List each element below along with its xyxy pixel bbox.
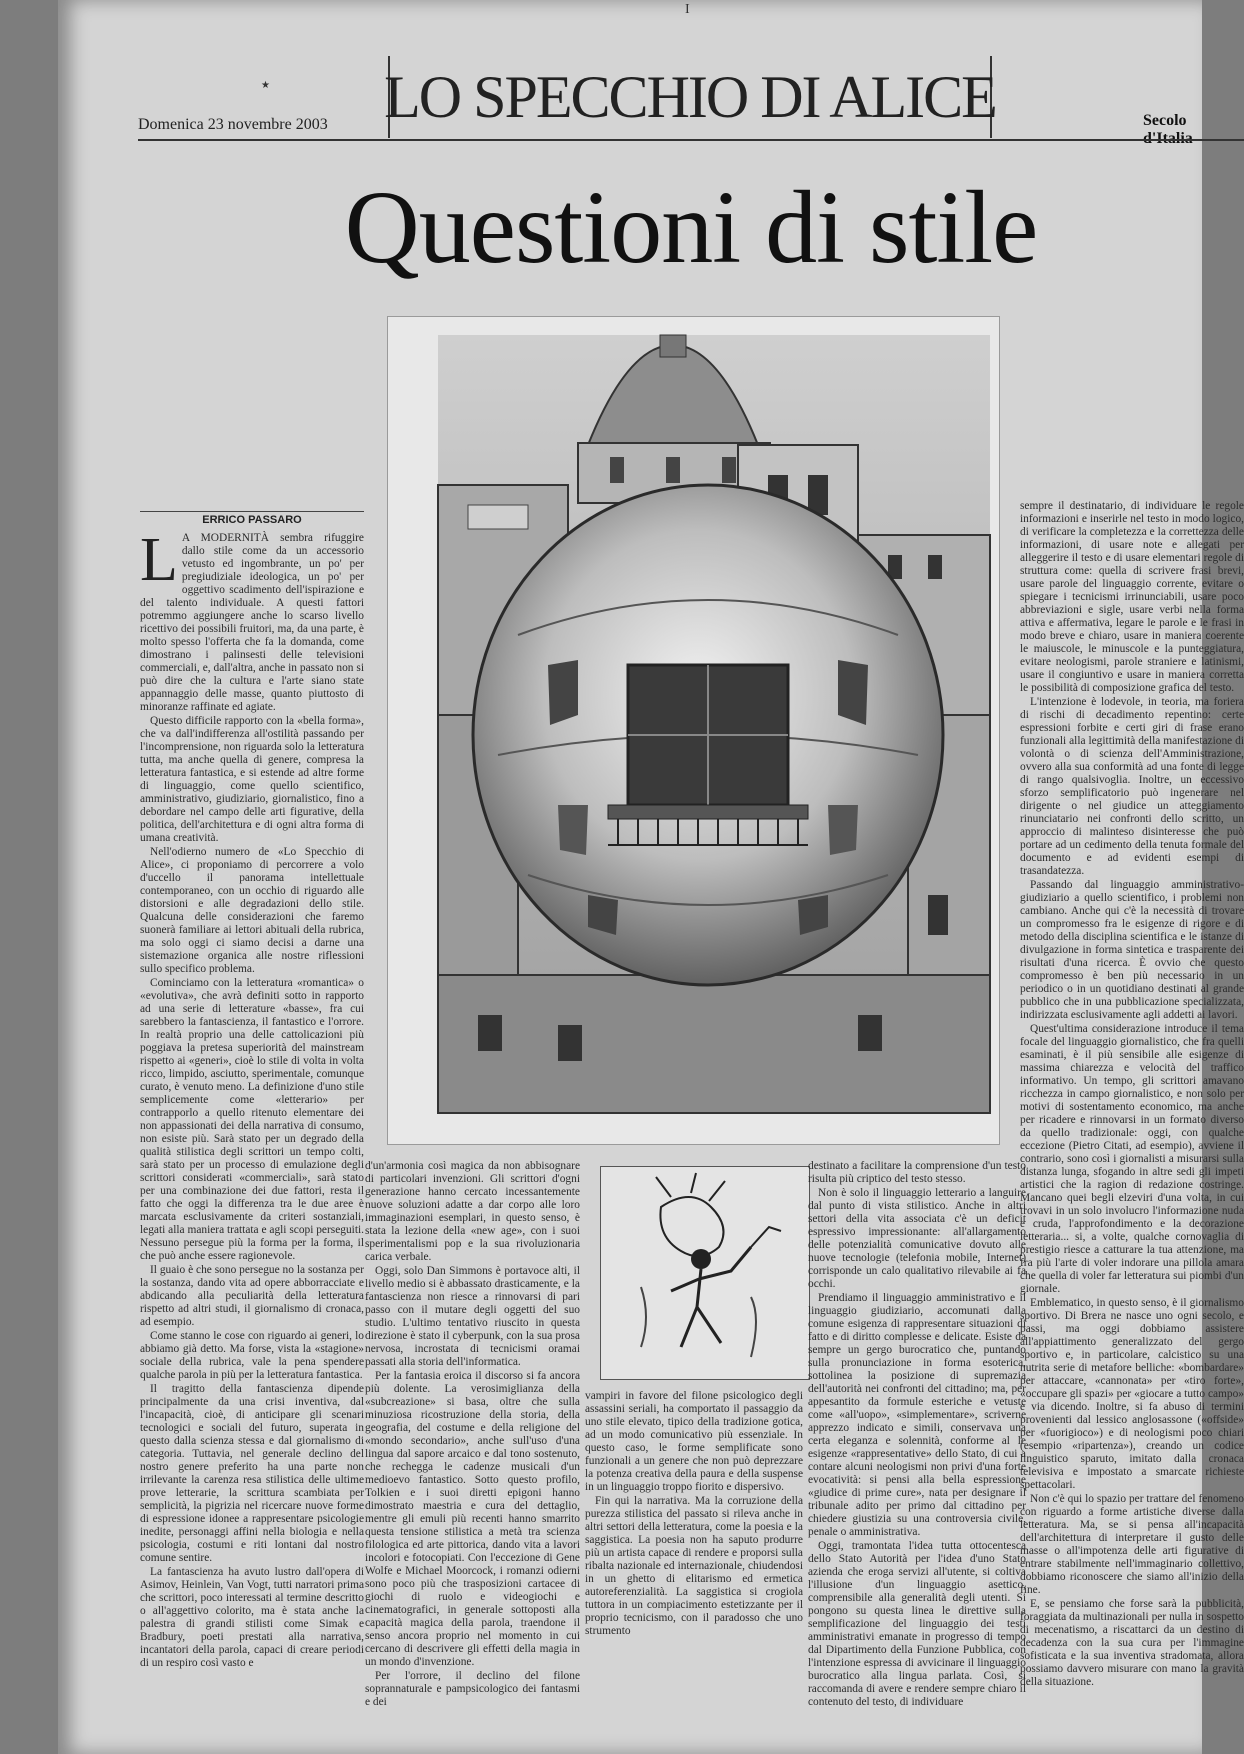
article-paragraph: Fin qui la narrativa. Ma la corruzione della purezza stilistica del passato si rileva anche in altri settori della letteratura, come la poesia e la saggistica. La poesia non ha saputo produrre più un artista capace di rendere e proporsi sulla ribalta nazionale ed internazionale, chiudendosi in un ghetto di elitarismo ed ermetica autoreferenzialità. La saggistica si crogiola tuttora in un compiacimento estetizzante per il proprio tecnicismo, con il paradosso che uno strumento (585, 1495, 803, 1637)
newspaper-page (58, 0, 1244, 1754)
masthead (384, 56, 996, 138)
article-paragraph: Questo difficile rapporto con la «bella forma», che va dall'indifferenza all'ostilità passando per l'incomprensione, non riguarda solo la letteratura tutta, ma anche quella di genere, compresa la letteratura fantastica, e si estende ad altre forme di linguaggio, come quello scientifico, amministrativo, giudiziario, giornalistico, fino a debordare nel campo delle arti figurative, della politica, dell'architettura e di ogni altra forma di umana creatività. (140, 715, 364, 844)
warrior-drawing (601, 1167, 809, 1379)
byline-rule (140, 511, 364, 512)
article-paragraph: destinato a facilitare la comprensione d'un testo risulta più criptico del testo stesso. (808, 1160, 1026, 1185)
article-column-2 (365, 1160, 580, 1748)
lead-caps: A MODERNITÀ (181, 532, 269, 544)
byline: ERRICO PASSARO (202, 514, 302, 526)
warrior-illustration (600, 1166, 810, 1380)
article-paragraph: Prendiamo il linguaggio amministrativo e il linguaggio giudiziario, accomunati dalla comune esigenza di rappresentare situazioni di fatto e di diritto complesse e delicate. Esiste da sempre un gergo burocratico che, puntando sulla pronunciazione in forma esoterica, sottolinea la posizione di supremazia dell'autorità nei confronti del cittadino; ma, per appesantito da formule esteriche e vetuste come «all'uopo», «simplementare», scriverne apprezzo indicato e simili, conservava una certa eleganza e solennità, conforme al le esigenze «rappresentative» dello Stato, di cui a contare alcuni neologismi non privi d'una forte evocatività: si pensi alla bella espressione «giudice di prime cure», nata per designare il tribunale adito per primo dal cittadino per chiedere giustizia su una controversia civile, penale o amministrativa. (808, 1292, 1026, 1538)
article-paragraph: Cominciamo con la letteratura «romantica» o «evolutiva», che avrà definiti sotto in rapporto ad una serie di letterature «basse», fra cui sarebbero la fantascienza, il fantastico e l'orrore. In realtà proprio una delle cattolicazioni più poggiava la pretesa superiorità del mainstream rispetto ai «generi», cioè lo stile di volta in volta ricco, limpido, asciutto, sperimentale, comunque curato, è venuto meno. La definizione d'uno stile semplicemente come «letterario» per contrapporlo a quello ritenuto elementare dei non appassionati dei della narrativa di consumo, non esiste più. Sarà stato per un degrado della qualità stilistica degli scrittori un tempo colti, sarà stato per un processo di emulazione degli scrittori considerati «commerciali», sarà stato per una combinazione dei due fattori, resta il fatto che oggi la differenza tra le due aree è marcata esclusivamente da criteri sostanziali, legati alla maniera trattata e agli scopi perseguiti. Nessuno persegue più la forma per la forma, il che può anche essere ragionevole. (140, 977, 364, 1262)
article-paragraph: Quest'ultima considerazione introduce il tema focale del linguaggio giornalistico, che fra quelli esaminati, è il più sensibile alle esigenze di massima chiarezza e velocità del traffico informativo. Un tempo, gli scrittori amavano ricchezza in campo giornalistico, e non solo per motivi di sostentamento economico, ma anche per ricadere e rinnovarsi in un formato diverso da quello tradizionale: oggi, con qualche eccezione (Pietro Citati, ad esempio), avviene il contrario, sono così i giornalisti a misurarsi sulla distanza lunga, sfogando in altre sedi gli impeti artistici che la ragion di redazione costringe. Mancano quei begli elzeviri d'una volta, in cui trovavi in un solo involucro l'informazione nuda e cruda, l'approfondimento e la decorazione letteraria... si, a volte, qualche cornovaglia di prestigio riesce a catturare la tua attenzione, ma fra più l'arte di voler indorare una pillola amara che quella di voler far letteratura sui piombi d'un giornale. (1020, 1023, 1244, 1295)
article-paragraph: Non c'è qui lo spazio per trattare del fenomeno con riguardo a forme artistiche diverse dalla letteratura. Ma, se si pensa all'incapacità dell'architettura di interpretare il gusto delle masse o all'impotenza delle arti figurative di entrare stabilmente nell'immaginario collettivo, dobbiamo riconoscere che siamo all'inizio della fine. (1020, 1493, 1244, 1596)
main-illustration (387, 316, 1000, 1145)
article-paragraph: Per l'orrore, il declino del filone soprannaturale e pampsicologico dei fantasmi e dei (365, 1670, 580, 1708)
article-paragraph: vampiri in favore del filone psicologico degli assassini seriali, ha comportato il passaggio da uno stile elevato, tipico della tradizione gotica, ad un modo comunicativo più essenziale. In questo caso, le forme semplificate sono funzionali a un genere che non può deprezzare la potenza creativa della paura e della suspense in un linguaggio troppo fiorito e dispersivo. (585, 1390, 803, 1493)
page-number: I (685, 2, 690, 17)
reflecting-sphere-artwork (438, 335, 990, 1113)
article-paragraph: L A MODERNITÀ sembra rifuggire dallo stile come da un accessorio vetusto ed ingombrante, un po' per pregiudiziale ideologica, un po' per oggettivo scadimento dell'ispirazione e del talento individuale. A questi fattori potremmo aggiungere anche lo scarso livello ricettivo dei possibili fruitori, ma, da una parte, è molto spesso l'offerta che fa la domanda, come dimostrano i palinsesti delle televisioni commerciali, e, dall'altra, anche in passato non si può dire che la cultura e l'arte siano state appannaggio delle masse, quanto piuttosto di minoranze raffinate ed agiate. (140, 526, 364, 713)
article-paragraph: d'un'armonia così magica da non abbisognare di particolari invenzioni. Gli scrittori d'ogni generazione hanno cercato incessantemente nuove soluzioni adatte a dar corpo alle loro immaginazioni esemplari, in questo senso, è stata la lezione della «new age», con i suoi sperimentalismi pop e la sua rivoluzionaria carica verbale. (365, 1160, 580, 1263)
article-paragraph: E, se pensiamo che forse sarà la pubblicità, foraggiata da multinazionali per nulla in sospetto di mecenatismo, a riscattarci da un destino di decadenza con la sua cura per l'immagine sofisticata e la sua inventiva stradomata, allora possiamo davvero misurare con mano la gravità della situazione. (1020, 1598, 1244, 1688)
article-paragraph: Nell'odierno numero de «Lo Specchio di Alice», ci proponiamo di percorrere a volo d'uccello il panorama intellettuale contemporaneo, con un occhio di riguardo alle distorsioni e alle degradazioni dello stile. Qualcuna delle considerazioni che faremo suonerà familiare ai lettori abituali della rubrica, ma solo oggi ci siamo decisi a darne una sistemazione organica alle nostre riflessioni sullo specifico problema. (140, 846, 364, 975)
article-paragraph: La fantascienza ha avuto lustro dall'opera di Asimov, Heinlein, Van Vogt, tutti narratori prima che scrittori, poco interessati al termine descritto o all'aggettivo colorito, ma è stata anche la palestra di grandi stilisti come Simak e Bradbury, poeti prestati alla narrativa, incantatori della parola, capaci di creare periodi di un respiro così vasto e (140, 1566, 364, 1669)
dropcap: L (140, 526, 178, 594)
article-paragraph: Passando dal linguaggio amministrativo-giudiziario a quello scientifico, i problemi non cambiano. Anche qui c'è la necessità di trovare un compromesso fra le esigenze di rigore e di metodo della disciplina scientifica e le istanze di divulgazione in forma sintetica e trasparente dei risultati d'una ricerca. È ovvio che questo compromesso è ben più necessario in un periodico o in un quotidiano destinati al grande pubblico che in una pubblicazione specializzata, indirizzata esclusivamente agli addetti ai lavori. (1020, 879, 1244, 1021)
header-rule (138, 139, 1244, 141)
masthead-title: LO SPECCHIO DI ALICE (384, 63, 996, 130)
article-column-3 (585, 1390, 803, 1748)
article-paragraph: sempre il destinatario, di individuare le regole informazioni e inserirle nel testo in modo logico, di verificare la completezza e la correttezza delle informazioni, di usare note e allegati per alleggerire il testo e di usare elementari regole di struttura come: quella di scrivere frasi brevi, usare parole del linguaggio corrente, evitare o spiegare i tecnicismi irrinunciabili, usare poco abbreviazioni e sigle, usare verbi nella forma attiva e affermativa, legare le parole e le frasi in modo breve e chiaro, usare in maniera coerente le maiuscole, le minuscole e la punteggiatura, evitare neologismi, parole straniere e latinismi, usare il congiuntivo e usare in maniera corretta le possibilità di composizione grafica del testo. (1020, 500, 1244, 694)
article-column-4 (808, 1160, 1026, 1748)
article-paragraph: Non è solo il linguaggio letterario a languire dal punto di vista stilistico. Anche in altri settori della vita associata c'è un deficit espressivo impressionante: all'allargamento delle potenzialità comunicative dovuto alle nuove tecnologie (telefonia mobile, Internet) corrisponde un calo qualitativo rilevabile ai fa occhi. (808, 1187, 1026, 1290)
article-column-1 (140, 526, 364, 1748)
article-column-5 (1020, 500, 1244, 1748)
article-paragraph: Emblematico, in questo senso, è il giornalismo sportivo. Di Brera ne nasce uno ogni secolo, e passi, ma oggi dobbiamo assistere all'appiattimento generalizzato del gergo sportivo e, in particolare, calcistico su una nutrita serie di metafore belliche: «bombardare» per attaccare, «cannonata» per «tiro forte», «occupare gli spazi» per «giocare a tutto campo» e via dicendo. Inoltre, si fa abuso di termini provenienti dal lessico anglosassone («offside» per «fuorigioco») e di neologismi poco chiari (esempio «ripartenza»), creando un codice linguistico sparuto, imitato dalla cronaca televisiva e impostato a smarcate richieste spettacolari. (1020, 1297, 1244, 1491)
article-paragraph: Oggi, tramontata l'idea tutta ottocentesca dello Stato Autorità per l'idea d'uno Stato azienda che eroga servizi all'utente, si coltiva l'illusione d'un linguaggio asettico, comprensibile alla generalità degli utenti. Si pongono su questa linea le direttive sulla semplificazione del linguaggio dei testi amministrativi emanate in progresso di tempo dal Dipartimento della Funzione Pubblica, con l'intenzione espressa di avvicinare il linguaggio burocratico alla lingua parlata. Così, si raccomanda di avere e rendere sempre chiaro il contenuto del testo, di individuare (808, 1540, 1026, 1708)
dateline: Domenica 23 novembre 2003 (138, 116, 328, 133)
article-paragraph: Per la fantasia eroica il discorso si fa ancora più dolente. La verosimiglianza della «subcreazione» si basa, oltre che sulla minuziosa ricostruzione della storia, della geografia, del costume e della religione del «mondo secondario», anche sull'uso d'una lingua dal sapore arcaico e dal tono sostenuto, che rechegga le cadenze musicali d'un medioevo fantastico. Sotto questo profilo, Tolkien e i suoi diretti epigoni hanno dimostrato maestria e cura del dettaglio, mentre gli emuli più recenti hanno smarrito questa tensione stilistica a metà tra scienza filologica ed arte pittorica, dando vita a lavori incolori e fotocopiati. Con l'eccezione di Gene Wolfe e Michael Moorcock, i romanzi odierni sono poco più che trasposizioni cartacee di giochi di ruolo e videogiochi e cinematografici, in generale sottoposti alla capacità magica della parola, traendone il senso ancora proprio nel momento in cui cercano di descrivere gli effetti della magia in un mondo d'invenzione. (365, 1370, 580, 1668)
masthead-star-ornament: ★ (261, 80, 270, 91)
article-paragraph: Come stanno le cose con riguardo ai generi, lo abbiamo già detto. Ma forse, vista la «stagione» sociale della rubrica, vale la pena spendere qualche parola in più per la letteratura fantastica. (140, 1330, 364, 1381)
headline: Questioni di stile (344, 170, 1038, 285)
article-paragraph: Il tragitto della fantascienza dipende principalmente da una crisi inventiva, dal l'incapacità, cioè, di anticipare gli scenari tecnologici e sociali del futuro, superata in questo dalla scienza stessa e dal giornalismo di categoria. Tuttavia, nel generale declino del nostro genere preferito ha una parte non irrilevante la carenza resa stilistica delle ultime prove letterarie, la scrittura scambiata per semplicità, la pigrizia nel ricercare nuove forme di espressione idonee a rappresentare psicologie inedite, personaggi affini nella biologia e nella psicologia, costumi e riti lontani dal nostro comune sentire. (140, 1383, 364, 1564)
article-paragraph: Oggi, solo Dan Simmons è portavoce alti, il livello medio si è abbassato drasticamente, e la fantascienza non riesce a rinnovarsi di pari passo con il mutare degli oggetti del suo studio. L'ultimo tentativo riuscito in questa direzione è stato il cyberpunk, con la sua prosa nervosa, incrostata di tecnicismi oramai passati alla storia dell'informatica. (365, 1265, 580, 1368)
article-paragraph: Il guaio è che sono persegue no la sostanza per la sostanza, dando vita ad opere abborracciate e abdicando alla peculiarità della letteratura rispetto ad altri studi, il giornalismo di cronaca, ad esempio. (140, 1264, 364, 1328)
paper-name: Secolo (1143, 112, 1187, 129)
article-paragraph: L'intenzione è lodevole, in teoria, ma foriera di rischi di decadimento repentino: certe espressioni forbite e certi giri di frase erano funzionali alla legittimità della manifestazione di volontà o di scienza dell'Amministrazione, ovvero alla sua conformità ad una fonte di legge di rango qualsivoglia. Inoltre, un eccessivo sforzo semplificatorio può ingenerare nel dirigente o nel giudice un atteggiamento rinunciatario nei confronti dello scritto, un approccio di malinteso disinteresse che può portare ad un cedimento della tenuta formale del documento e ad evidenti esempi di trasandatezza. (1020, 696, 1244, 877)
